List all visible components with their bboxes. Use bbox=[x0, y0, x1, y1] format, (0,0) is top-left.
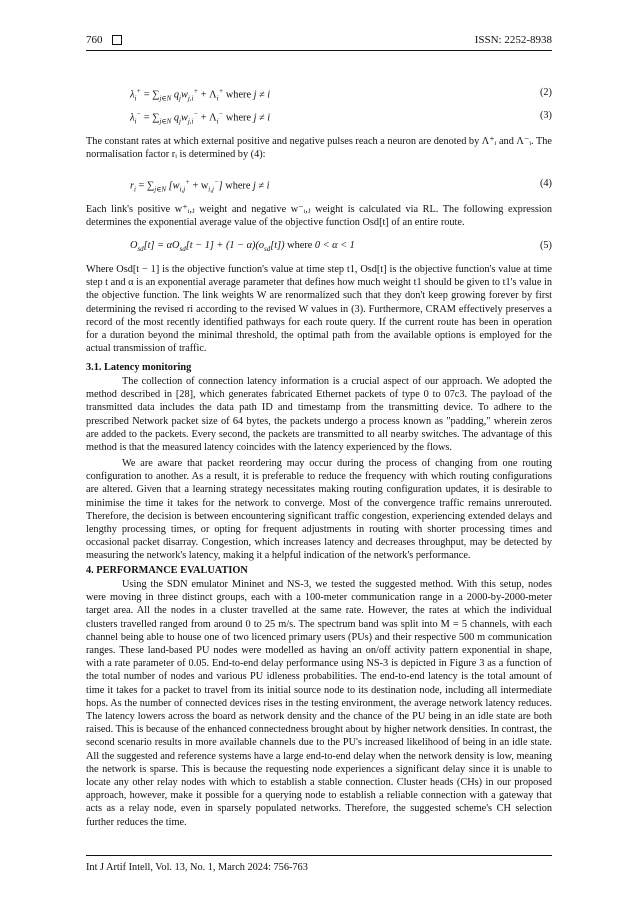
equation-4: $r_i = \sum_{j\in N}$ $[w_{i,j}^+ + w_{i,j}^-]$ where j ≠ i bbox=[130, 178, 270, 194]
paragraph-performance-evaluation: Using the SDN emulator Mininet and NS-3, we tested the suggested method. With this setup, nodes were moving in three distinct groups, each with a 100-meter communication range in a 2000-by-2000-meter target area. All the nodes in a cluster travelled at the same rate. However, the rates at which the individual clusters travelled ranged from around 0 to 25 m/s. The spectrum band was split into M = 5 channels, with each channel being able to house one of two licenced primary users (PUs) and their respective 500 m communication ranges. These land-based PU nodes were modelled as having an on/off activity pattern exponential in shape, with a rate parameter of 0.05. End-to-end delay performance using NS-3 is depicted in Figure 3 as a function of the total number of nodes and various PU idleness probabilities. The end-to-end latency is the total amount of time it takes for a packet to travel from its initial source node to its destination node, including all intermediate hops. As the number of connected devices rises in the testing environment, the average network latency reduces. The latency lowers across the board as network density and the chance of the PU being in an idle state are both raised. This is because of the enhanced connectedness brought about by higher network densities. In contrast, the second scenario results in more available channels due to the PU's increased likelihood of being in an idle state. All the suggested and reference systems have a large end-to-end delay when the network density is low, meaning the network is sparse. This is because the requesting node experiences a significant delay since it is unable to locate any other relay nodes with which to establish a stable connection. Cluster heads (CHs) in our proposed approach, however, make it possible for a querying node to establish a reliable connection with a gateway that acts as a relay node, even in sparsely populated networks. Therefore, the suggested scheme's CH selection further reduces the time. bbox=[86, 579, 552, 828]
section-heading-4: 4. PERFORMANCE EVALUATION bbox=[86, 565, 248, 576]
page-number: 760 bbox=[86, 34, 103, 46]
paragraph-latency-collection: The collection of connection latency information is a crucial aspect of our approach. We adopted the method described in [28], which generates fabricated Ethernet packets of type 0 to 07c3. The payload of the transmitted data includes the data path ID and timestamp from the transmitting device. To adhere to the prescribed Network packet size of 64 bytes, the packets undergo a process known as "padding," wherein zeros are added to the packets. Every second, the packets are transmitted to all nearby switches. The advantage of this method is that the measured latency coincides with the latency experienced by the flows. bbox=[86, 376, 552, 454]
paragraph-normalisation: The constant rates at which external positive and negative pulses reach a neuron are denoted by Λ⁺ᵢ and Λ⁻ᵢ. The normalisation factor rᵢ is determined by (4): bbox=[86, 136, 552, 161]
paragraph-link-weights: Each link's positive w⁺ᵢ,ⱼ weight and negative w⁻ᵢ,ⱼ weight is calculated via RL. The following expression determines the exponential average value of the objective function Osd[t] of an entire route. bbox=[86, 204, 552, 229]
equation-2-number: (2) bbox=[539, 87, 552, 98]
header-square-icon bbox=[112, 35, 122, 45]
equation-2: $\lambda_i^+ = \sum_{j\in N}$ $q_jw_{j,i}^+ + \Lambda_i^+$ where j ≠ i bbox=[130, 87, 271, 103]
equation-3-number: (3) bbox=[539, 110, 552, 121]
header-rule bbox=[86, 50, 552, 51]
equation-5: $O_{sd}[t] = \alpha O_{sd}[t - 1] + (1 - \alpha)(o_{sd}[t])$ where 0 < α < 1 bbox=[130, 240, 355, 254]
footer-rule bbox=[86, 855, 552, 856]
equation-3: $\lambda_i^- = \sum_{j\in N}$ $q_jw_{j,i}^- + \Lambda_i^-$ where j ≠ i bbox=[130, 110, 271, 126]
equation-4-number: (4) bbox=[539, 178, 552, 189]
section-heading-3-1: 3.1. Latency monitoring bbox=[86, 362, 192, 373]
equation-5-number: (5) bbox=[539, 240, 552, 251]
footer-citation: Int J Artif Intell, Vol. 13, No. 1, March 2024: 756-763 bbox=[86, 862, 308, 873]
paragraph-objective-function: Where Osd[t − 1] is the objective function's value at time step t1, Osd[t] is the objective function's value at time step t and α is an exponential average parameter that defines how much weight t1 should be given to t1's value in the objective function. The link weights W are renormalized such that they don't keep growing forever by first determining the revised ri according to the revised W values in (3). Furthermore, CRAM effectively preserves a record of the most recently identified pathways for each route query. If the current route has been in operation for a duration beyond the minimal threshold, the optimal path from the available options is employed for the actual transmission of traffic. bbox=[86, 264, 552, 355]
journal-issn: ISSN: 2252-8938 bbox=[474, 34, 552, 46]
paragraph-packet-reordering: We are aware that packet reordering may occur during the process of changing from one routing configuration to another. As a result, it is preferable to reduce the frequency with which routing configurations are altered. Given that a learning strategy necessitates making routing configuration updates, it is desirable to minimise the time it takes for the network to converge. Most of the convergence traffic remains unrerouted. Therefore, the decision is between encountering significant traffic congestion, experiencing extended delays and lengthy processing times, or opting for frequent adjustments in routing with shorter processing times and occasional packet disarray. Congestion, which increases latency and decreases throughput, may be detected by measuring the network's latency, making it a helpful indication of the network's performance. bbox=[86, 458, 552, 562]
